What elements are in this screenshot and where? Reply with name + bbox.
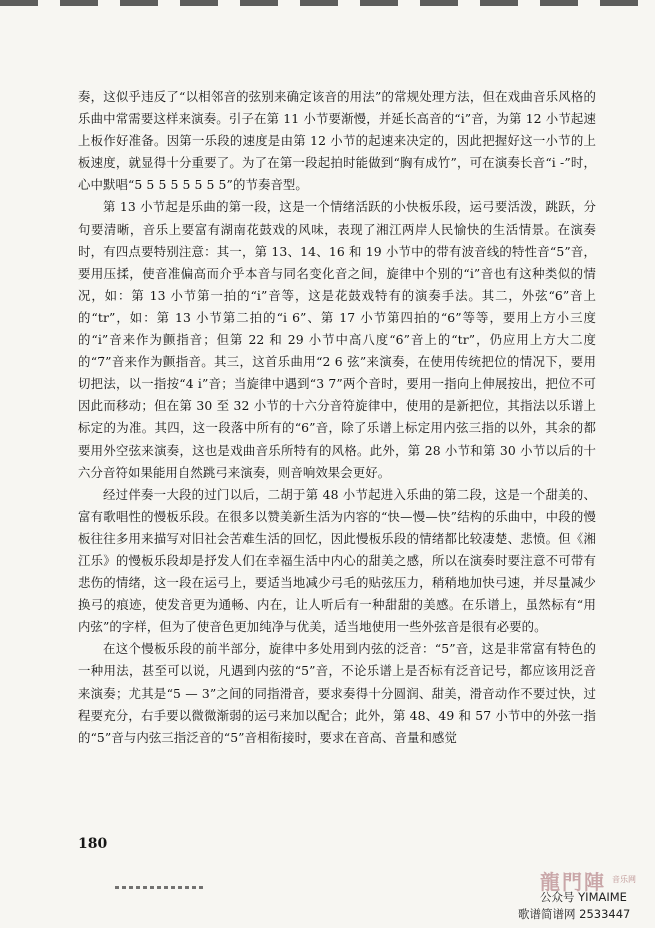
page-number: 180 <box>78 836 108 852</box>
watermark-logo: 龍門陣 <box>540 870 606 894</box>
paragraph-2: 第 13 小节起是乐曲的第一段，这是一个情绪活跃的小快板乐段，运弓要活泼，跳跃，分句要清晰，音乐上要富有湖南花鼓戏的风味，表现了湘江两岸人民愉快的生活情景。在演奏时，有四点要特别注意：其一，第 13、14、16 和 19 小节中的带有波音线的特性音“5”音，要用压揉，使音准偏高而介乎本音与同名变化音之间，旋律中个别的“i̇”音也有这种类似的情况，如：第 13 小节第一拍的“i̇”音等，这是花鼓戏特有的演奏手法。其二，外弦“6”音上的“tr”，如：第 13 小节第二拍的“i̇ 6”、第 17 小节第四拍的“6”等等，要用上方小三度的“i̇”音来作为颤指音；但第 22 和 29 小节中高八度“6̇”音上的“tr”，仍应用上方大二度的“7̇”音来作为颤指音。其三，这首乐曲用“2 6 弦”来演奏，在使用传统把位的情况下，要用切把法，以一指按“4 i̇”音；当旋律中遇到“3 7”两个音时，要用一指向上伸展按出，把位不可因此而移动；但在第 30 至 32 小节的十六分音符旋律中，使用的是新把位，其指法以乐谱上标定的为准。其四，这一段落中所有的“6”音，除了乐谱上标定用内弦三指的以外，其余的都要用外空弦来演奏，这也是戏曲音乐所特有的风格。此外，第 28 小节和第 30 小节以后的十六分音符如果能用自然跳弓来演奏，则音响效果会更好。 <box>78 199 596 480</box>
paragraph-4: 在这个慢板乐段的前半部分，旋律中多处用到内弦的泛音：“5”音，这是非常富有特色的一种用法，甚至可以说，凡遇到内弦的“5”音，不论乐谱上是否标有泛音记号，都应该用泛音来演奏；尤其是“5 — 3”之间的同指滑音，要求奏得十分圆润、甜美，滑音动作不要过快，过程要充分，右手要以微微渐弱的运弓来加以配合；此外，第 48、49 和 57 小节中的外弦一指的“5”音与内弦三指泛音的“5”音相衔接时，要求在音高、音量和感觉 <box>78 641 596 745</box>
bottom-scan-mark <box>115 886 205 889</box>
document-body <box>78 86 596 749</box>
top-edge-scan-marks <box>0 0 655 6</box>
paragraph-3: 经过伴奏一大段的过门以后，二胡于第 48 小节起进入乐曲的第二段，这是一个甜美的、富有歌唱性的慢板乐段。在很多以赞美新生活为内容的“快—慢—快”结构的乐曲中，中段的慢板往往多用来描写对旧社会苦难生活的回忆，因此慢板乐段的情绪都比较凄楚、悲愤。但《湘江乐》的慢板乐段却是抒发人们在幸福生活中内心的甜美之感，所以在演奏时要注意不可带有悲伤的情绪，这一段在运弓上，要适当地减少弓毛的贴弦压力，稍稍地加快弓速，并尽量减少换弓的痕迹，使发音更为通畅、内在，让人听后有一种甜甜的美感。在乐谱上，虽然标有“用内弦”的字样，但为了使音色更加纯净与优美，适当地使用一些外弦音是很有必要的。 <box>78 486 596 635</box>
watermark-public-account: 公众号 YIMAIME <box>540 890 627 904</box>
watermark-footer: 歌谱简谱网 2533447 <box>518 907 631 921</box>
watermark-logo-sub: 音乐网 <box>612 875 636 884</box>
paragraph-1: 奏，这似乎违反了“以相邻音的弦别来确定该音的用法”的常规处理方法，但在戏曲音乐风格的乐曲中常需要这样来演奏。引子在第 11 小节要渐慢，并延长高音的“i̇”音，为第 12 小节起速上板作好准备。因第一乐段的速度是由第 12 小节的起速来决定的，因此把握好这一小节的上板速度，就显得十分重要了。为了在第一段起拍时能做到“胸有成竹”，可在演奏长音“i̇ -”时，心中默唱“5 5 5 5 5 5 5 5”的节奏音型。 <box>78 89 596 193</box>
